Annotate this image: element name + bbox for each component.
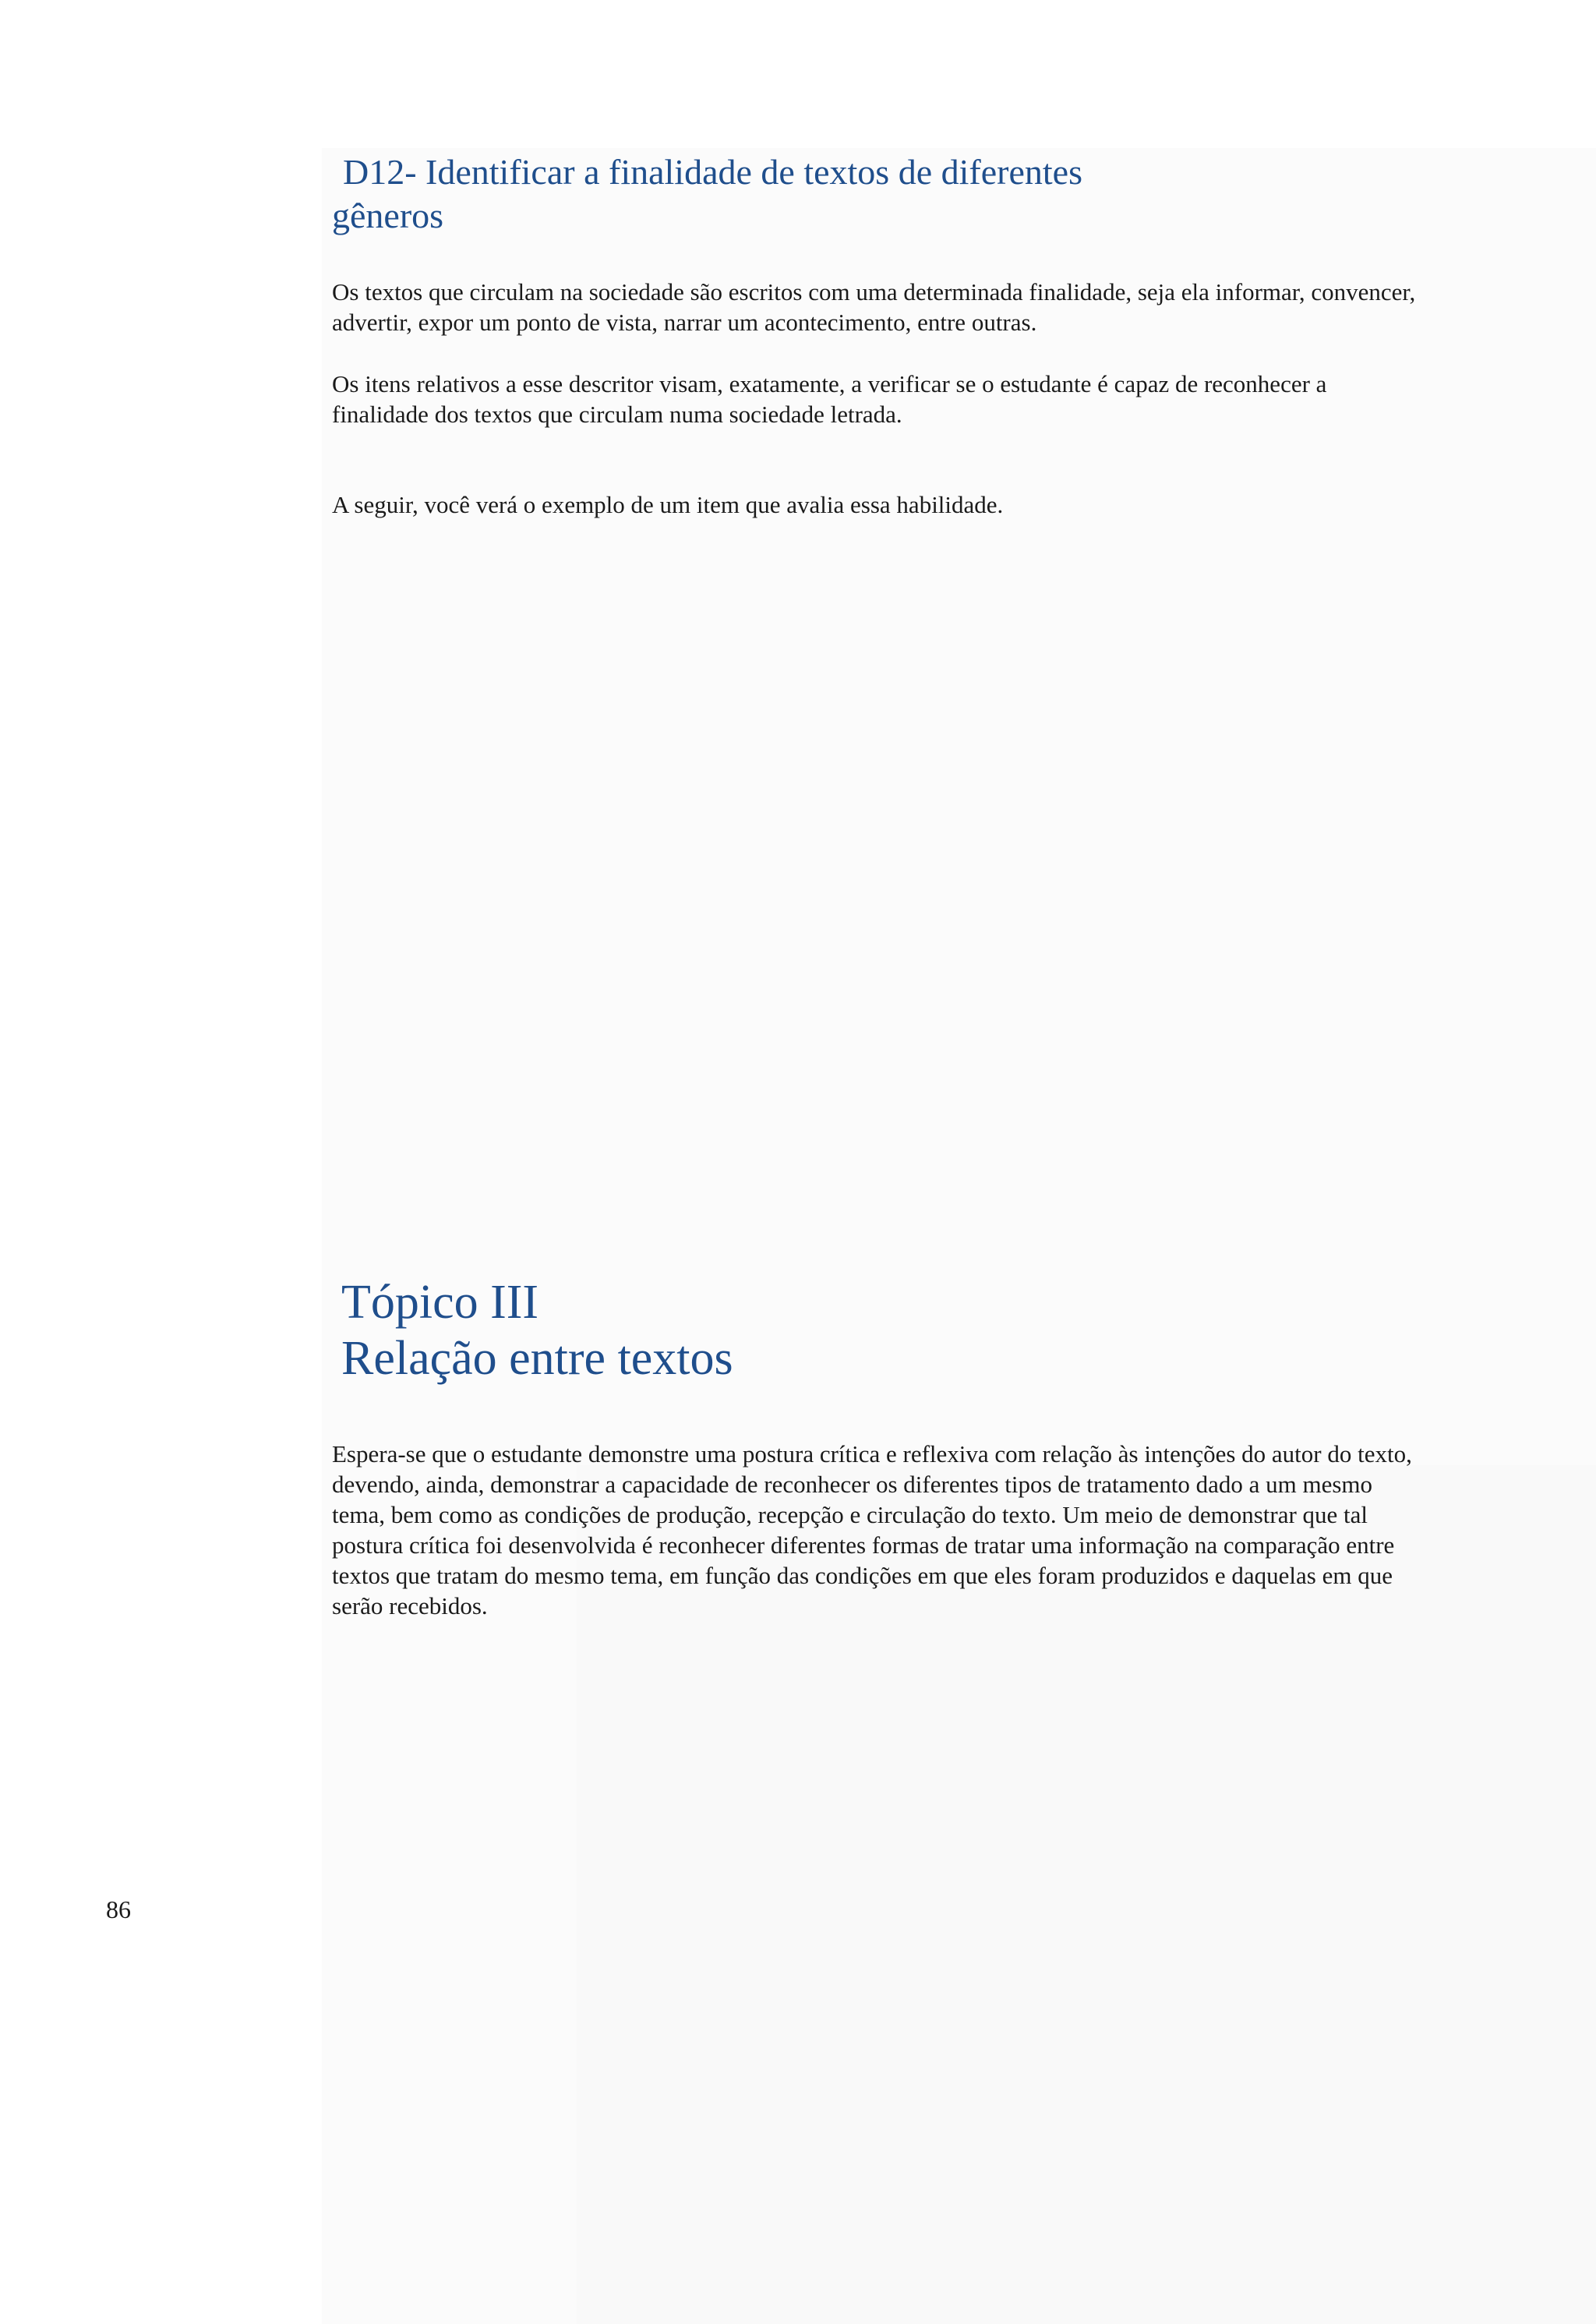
descriptor-paragraph-3: A seguir, você verá o exemplo de um item que avalia essa habilidade. bbox=[332, 491, 1004, 518]
page-number: 86 bbox=[106, 1895, 131, 1923]
topic-paragraph: Espera-se que o estudante demonstre uma postura crítica e reflexiva com relação às intenções do autor do texto, devendo, ainda, demonstrar a capacidade de reconhecer os diferentes tipos de tratamento dado a um mesmo tema, bem como as condições de produção, recepção e circulação do texto. Um meio de demonstrar que tal postura crítica foi desenvolvida é reconhecer diferentes formas de tratar uma informação na comparação entre textos que tratam do mesmo tema, em função das condições em que eles foram produzidos e daquelas em que serão recebidos. bbox=[332, 1440, 1412, 1619]
topic-heading-line2: Relação entre textos bbox=[341, 1332, 733, 1385]
descriptor-heading bbox=[332, 150, 1267, 238]
descriptor-paragraph-2: Os itens relativos a esse descritor visam, exatamente, a verificar se o estudante é capaz de reconhecer a finalidade dos textos que circulam numa sociedade letrada. bbox=[332, 370, 1327, 428]
descriptor-heading-line2: gêneros bbox=[332, 196, 444, 235]
descriptor-paragraph-1: Os textos que circulam na sociedade são escritos com uma determinada finalidade, seja ela informar, convencer, advertir, expor um ponto de vista, narrar um acontecimento, entre outras. bbox=[332, 278, 1416, 336]
topic-heading bbox=[341, 1274, 733, 1386]
topic-heading-line1: Tópico III bbox=[341, 1276, 539, 1329]
descriptor-heading-line1: D12- Identificar a finalidade de textos de diferentes bbox=[343, 152, 1082, 192]
